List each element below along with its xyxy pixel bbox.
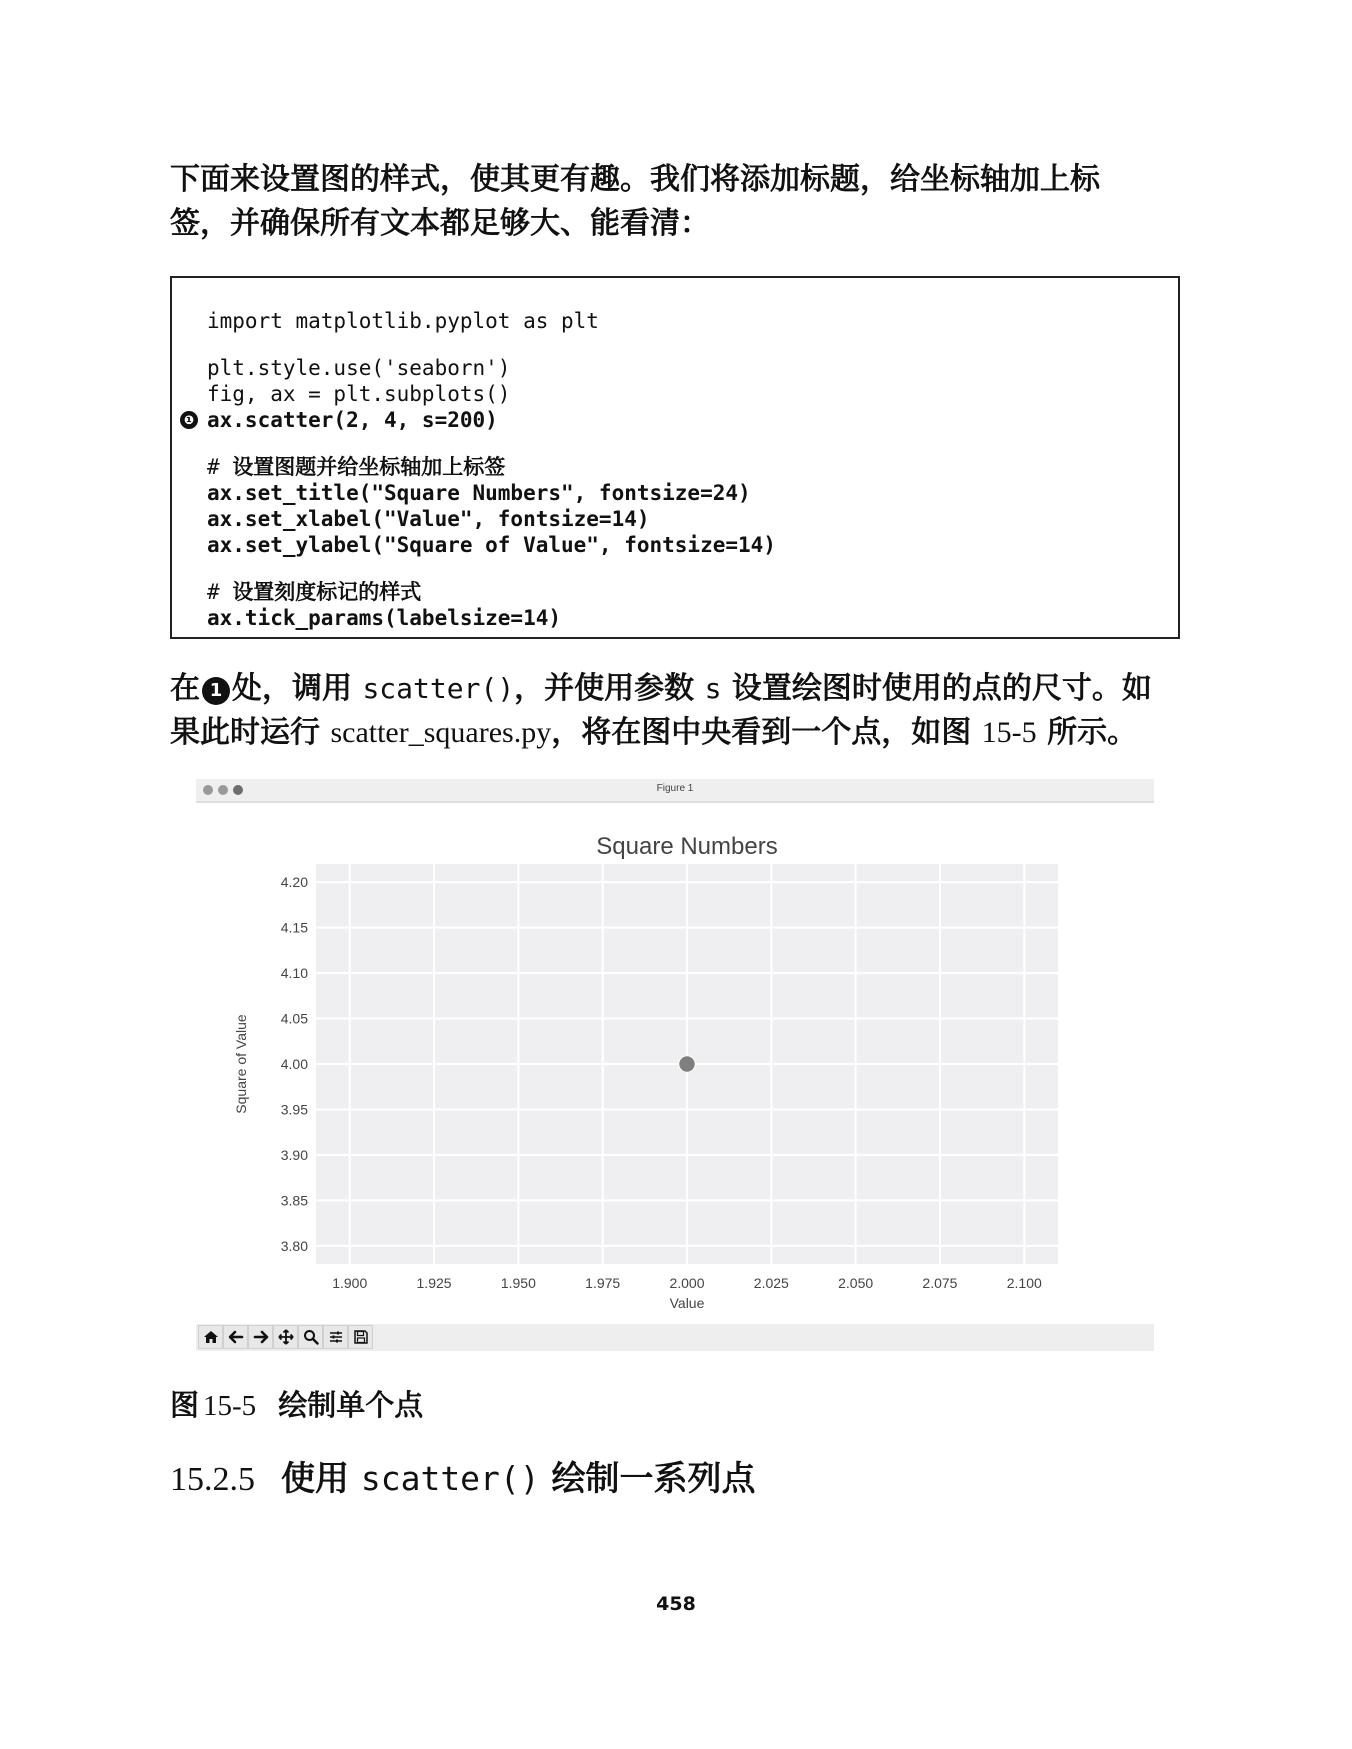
x-tick-label: 1.900 xyxy=(332,1275,368,1291)
code-line: ax.scatter(2, 4, s=200) xyxy=(207,408,498,432)
save-icon xyxy=(353,1329,369,1345)
data-point xyxy=(679,1056,695,1072)
text: 处，调用 xyxy=(232,671,363,706)
text: 在 xyxy=(170,671,200,706)
back-button[interactable] xyxy=(223,1325,248,1349)
intro-line-2: 签，并确保所有文本都足够大、能看清： xyxy=(170,206,710,241)
forward-button[interactable] xyxy=(248,1325,273,1349)
y-tick-label: 3.95 xyxy=(280,1101,308,1118)
zoom-button[interactable] xyxy=(298,1325,323,1349)
x-tick-label: 2.100 xyxy=(1006,1275,1042,1291)
intro-paragraph xyxy=(170,158,1190,246)
inline-code: scatter() xyxy=(362,672,515,705)
configure-subplots-button[interactable] xyxy=(323,1325,348,1349)
code-line: import matplotlib.pyplot as plt xyxy=(207,309,599,333)
configure-subplots-icon xyxy=(328,1329,344,1345)
y-tick-label: 4.00 xyxy=(280,1056,308,1072)
x-tick-label: 2.000 xyxy=(669,1275,705,1291)
explain-line-1 xyxy=(170,667,1190,711)
comment-hash: # xyxy=(207,580,220,604)
text: 果此时运行 xyxy=(170,715,331,750)
comment-text: 设置图题并给坐标轴加上标签 xyxy=(232,455,506,479)
section-code: scatter() xyxy=(360,1459,540,1498)
code-line: fig, ax = plt.subplots() xyxy=(207,382,511,406)
text: ，并使用参数 xyxy=(514,671,705,706)
intro-line-1: 下面来设置图的样式，使其更有趣。我们将添加标题，给坐标轴加上标 xyxy=(170,162,1100,197)
y-axis-label: Square of Value xyxy=(233,1014,249,1114)
code-line: ax.set_title("Square Numbers", fontsize=24) xyxy=(207,481,751,505)
y-tick-label: 4.15 xyxy=(280,919,308,936)
filename: scatter_squares.py xyxy=(330,716,552,749)
code-line: ax.set_ylabel("Square of Value", fontsize=14) xyxy=(207,533,776,557)
scatter-chart xyxy=(196,801,1154,1324)
text: 设置绘图时使用的点的尺寸。如 xyxy=(721,671,1152,706)
page-number: 458 xyxy=(656,1593,696,1615)
save-button[interactable] xyxy=(348,1325,373,1349)
text: 所示。 xyxy=(1036,715,1138,750)
section-prefix: 使用 xyxy=(281,1459,349,1499)
section-suffix: 绘制一系列点 xyxy=(551,1459,756,1499)
back-arrow-icon xyxy=(228,1329,244,1345)
y-tick-label: 4.05 xyxy=(280,1010,308,1027)
window-titlebar xyxy=(196,779,1154,803)
x-tick-labels xyxy=(332,1275,1042,1291)
zoom-icon xyxy=(303,1329,319,1345)
window-title: Figure 1 xyxy=(656,783,694,794)
figure-reference: 15-5 xyxy=(981,716,1037,749)
x-axis-label: Value xyxy=(669,1295,705,1311)
caption-text: 绘制单个点 xyxy=(278,1388,424,1422)
callout-marker-1: 1 xyxy=(202,677,230,705)
y-tick-label: 3.90 xyxy=(280,1146,308,1163)
inline-code: s xyxy=(704,672,722,705)
home-button[interactable] xyxy=(198,1325,223,1349)
text: ，将在图中央看到一个点，如图 xyxy=(551,715,982,750)
figure-window xyxy=(196,779,1154,1351)
comment-text: 设置刻度标记的样式 xyxy=(232,580,422,604)
code-comment xyxy=(172,579,1178,605)
chart-title: Square Numbers xyxy=(596,833,778,860)
code-line: plt.style.use('seaborn') xyxy=(207,356,511,380)
code-line: ax.tick_params(labelsize=14) xyxy=(207,606,562,630)
code-comment xyxy=(172,454,1178,480)
caption-prefix: 图 xyxy=(170,1388,200,1422)
x-tick-label: 2.075 xyxy=(922,1275,958,1291)
x-tick-label: 2.025 xyxy=(753,1275,789,1291)
figure-toolbar xyxy=(196,1324,1154,1351)
x-tick-label: 1.950 xyxy=(500,1275,536,1291)
y-tick-label: 3.85 xyxy=(280,1192,308,1209)
data-points xyxy=(679,1056,695,1072)
figure-caption xyxy=(170,1385,1352,1426)
forward-arrow-icon xyxy=(253,1329,269,1345)
caption-number: 15-5 xyxy=(203,1390,257,1422)
y-tick-label: 4.10 xyxy=(280,965,308,982)
pan-button[interactable] xyxy=(273,1325,298,1349)
x-tick-label: 1.925 xyxy=(416,1275,452,1291)
comment-hash: # xyxy=(207,455,220,479)
explain-line-2 xyxy=(170,711,1190,755)
y-tick-label: 3.80 xyxy=(280,1237,308,1254)
section-number: 15.2.5 xyxy=(170,1461,255,1498)
code-line: ax.set_xlabel("Value", fontsize=14) xyxy=(207,507,650,531)
y-tick-label: 4.20 xyxy=(280,874,308,891)
code-listing xyxy=(170,276,1180,639)
explain-paragraph xyxy=(170,667,1190,755)
y-tick-labels xyxy=(281,874,308,1254)
code-line-with-marker xyxy=(172,407,1178,433)
section-heading xyxy=(170,1456,1352,1503)
x-tick-label: 2.050 xyxy=(838,1275,874,1291)
x-tick-label: 1.975 xyxy=(585,1275,621,1291)
pan-icon xyxy=(278,1329,294,1345)
callout-marker-1: ❶ xyxy=(180,411,198,429)
home-icon xyxy=(203,1329,219,1345)
